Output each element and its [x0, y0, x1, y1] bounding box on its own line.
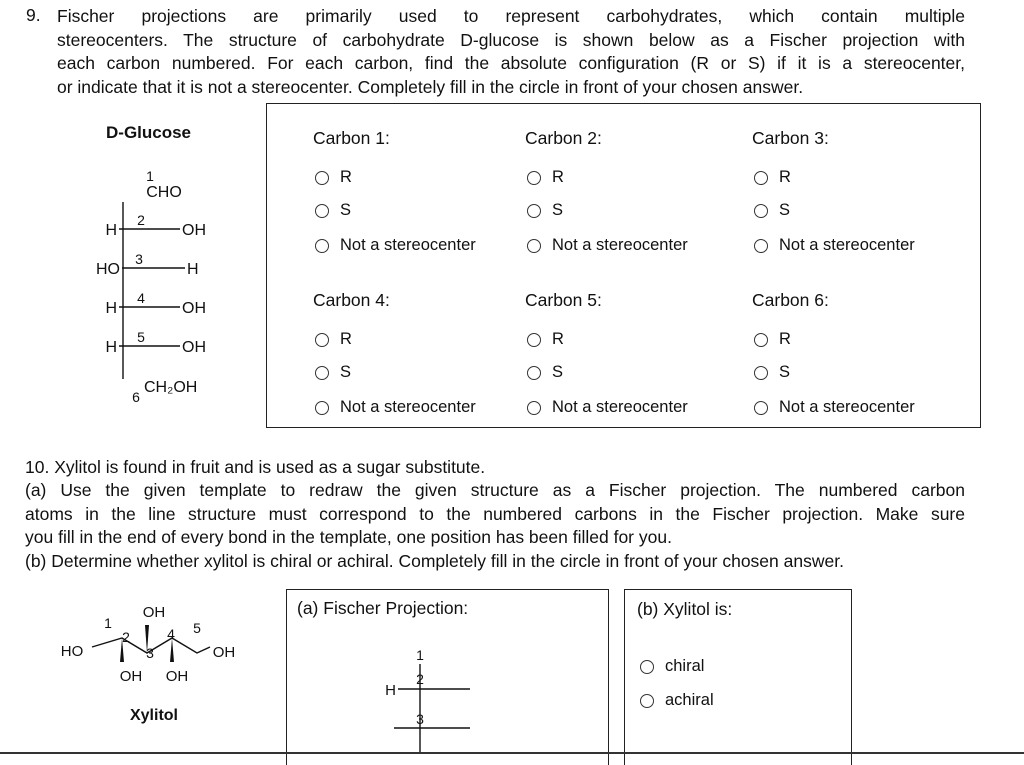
carbon-option-label: S	[340, 201, 352, 219]
radio-circle-icon[interactable]	[315, 171, 329, 185]
carbon-2-option-r[interactable]	[527, 168, 564, 187]
radio-circle-icon[interactable]	[315, 204, 329, 218]
radio-circle-icon[interactable]	[315, 366, 329, 380]
xylitol-number-1: 1	[104, 615, 112, 631]
question-9-number: 9.	[26, 5, 41, 25]
xylitol-oh-c5: OH	[212, 644, 236, 661]
q9-line-2: stereocenters. The structure of carbohydrate D-glucose is shown below as a Fischer projection with	[57, 29, 965, 50]
carbon-option-label: S	[779, 201, 791, 219]
carbon-5-option-s[interactable]	[527, 363, 563, 382]
q9-line-4: or indicate that it is not a stereocenter. Completely fill in the circle in front of your chosen answer.	[57, 76, 804, 97]
carbon-6-option-s[interactable]	[754, 363, 790, 382]
xylitol-ho-c1: HO	[60, 643, 84, 660]
chirality-title: (b) Xylitol is:	[637, 599, 733, 619]
xylitol-number-3: 3	[146, 645, 154, 661]
carbon-number-3: 3	[135, 251, 143, 267]
option-chiral-label: chiral	[665, 657, 705, 675]
q9-line-3: each carbon numbered. For each carbon, find the absolute configuration (R or S) if it is a stereocenter,	[57, 53, 965, 73]
radio-circle-icon[interactable]	[640, 694, 654, 708]
carbon-6-option-r[interactable]	[754, 330, 791, 349]
radio-circle-icon[interactable]	[754, 366, 768, 380]
q10-line-b: (b) Determine whether xylitol is chiral or achiral. Completely fill in the circle in front of your chosen answer.	[25, 550, 844, 571]
carbon-option-label: R	[779, 168, 791, 186]
carbon-number-1: 1	[146, 168, 154, 184]
radio-circle-icon[interactable]	[754, 401, 768, 415]
q10-line-a2: atoms in the line structure must correspond to the numbered carbons in the Fischer projection. Make sure	[25, 503, 965, 524]
carbon-4-option-r[interactable]	[315, 330, 352, 349]
carbon-1-label: Carbon 1:	[313, 128, 390, 148]
carbon-option-label: S	[552, 201, 564, 219]
left-group-c5: H	[105, 339, 117, 356]
radio-circle-icon[interactable]	[640, 660, 654, 674]
carbon-option-label: R	[340, 330, 352, 348]
option-achiral-label: achiral	[665, 691, 714, 709]
carbon-option-label: R	[779, 330, 791, 348]
carbon-option-label: Not a stereocenter	[779, 236, 915, 254]
left-group-c3: HO	[96, 261, 120, 278]
template-number-2: 2	[416, 671, 424, 687]
right-group-c4: OH	[182, 300, 206, 317]
right-group-c2: OH	[182, 222, 206, 239]
q9-line-1: Fischer projections are primarily used to represent carbohydrates, which contain multiple	[57, 6, 965, 26]
left-group-c4: H	[105, 300, 117, 317]
carbon-2-label: Carbon 2:	[525, 128, 602, 148]
radio-circle-icon[interactable]	[315, 333, 329, 347]
carbon-option-label: R	[552, 330, 564, 348]
top-group: CHO	[146, 184, 182, 201]
question-10-text	[25, 479, 965, 573]
fischer-template-title: (a) Fischer Projection:	[297, 598, 469, 618]
carbon-5-label: Carbon 5:	[525, 290, 602, 310]
carbon-4-option-s[interactable]	[315, 363, 351, 382]
carbon-3-option-r[interactable]	[754, 168, 791, 187]
xylitol-oh-c2: OH	[119, 668, 143, 685]
option-achiral[interactable]	[640, 691, 714, 710]
xylitol-number-2: 2	[122, 629, 130, 645]
radio-circle-icon[interactable]	[315, 401, 329, 415]
carbon-option-label: Not a stereocenter	[552, 236, 688, 254]
carbon-2-option-not-stereocenter[interactable]	[527, 236, 688, 255]
radio-circle-icon[interactable]	[527, 239, 541, 253]
right-group-c5: OH	[182, 339, 206, 356]
q10-line-a1: (a) Use the given template to redraw the given structure as a Fischer projection. The numbered carbon	[25, 480, 965, 500]
template-number-3: 3	[416, 711, 424, 727]
carbon-option-label: R	[552, 168, 564, 186]
carbon-6-label: Carbon 6:	[752, 290, 829, 310]
d-glucose-title: D-Glucose	[106, 123, 192, 142]
fischer-template-drawing[interactable]	[370, 644, 490, 754]
question-9-text	[57, 5, 965, 99]
left-group-c2: H	[105, 222, 117, 239]
carbon-3-option-s[interactable]	[754, 201, 790, 220]
carbon-5-option-not-stereocenter[interactable]	[527, 398, 688, 417]
xylitol-number-4: 4	[167, 626, 175, 642]
question-10-first-line: 10. Xylitol is found in fruit and is used as a sugar substitute.	[25, 457, 486, 477]
page-bottom-rule	[0, 752, 1024, 754]
carbon-number-4: 4	[137, 290, 145, 306]
carbon-number-2: 2	[137, 212, 145, 228]
q10-line-a3: you fill in the end of every bond in the template, one position has been filled for you.	[25, 527, 672, 547]
xylitol-oh-c3: OH	[142, 604, 166, 621]
carbon-6-option-not-stereocenter[interactable]	[754, 398, 915, 417]
carbon-3-label: Carbon 3:	[752, 128, 829, 148]
radio-circle-icon[interactable]	[527, 401, 541, 415]
carbon-option-label: R	[340, 168, 352, 186]
carbon-option-label: Not a stereocenter	[340, 236, 476, 254]
xylitol-line-structure	[50, 595, 280, 745]
right-group-c3: H	[187, 261, 199, 278]
carbon-option-label: Not a stereocenter	[340, 398, 476, 416]
carbon-answer-box	[266, 103, 981, 428]
radio-circle-icon[interactable]	[527, 366, 541, 380]
template-filled-h: H	[385, 682, 396, 699]
carbon-number-5: 5	[137, 329, 145, 345]
bottom-group: CH₂OH	[144, 379, 198, 396]
carbon-option-label: Not a stereocenter	[779, 398, 915, 416]
template-bonds	[394, 664, 470, 754]
radio-circle-icon[interactable]	[754, 204, 768, 218]
carbon-option-label: S	[552, 363, 564, 381]
radio-circle-icon[interactable]	[527, 171, 541, 185]
radio-circle-icon[interactable]	[754, 171, 768, 185]
carbon-number-6: 6	[132, 389, 140, 405]
carbon-1-option-r[interactable]	[315, 168, 352, 187]
fischer-bonds	[119, 202, 185, 379]
radio-circle-icon[interactable]	[754, 333, 768, 347]
carbon-5-option-r[interactable]	[527, 330, 564, 349]
radio-circle-icon[interactable]	[527, 204, 541, 218]
carbon-4-label: Carbon 4:	[313, 290, 390, 310]
carbon-option-label: Not a stereocenter	[552, 398, 688, 416]
radio-circle-icon[interactable]	[315, 239, 329, 253]
option-chiral[interactable]	[640, 657, 704, 676]
carbon-2-option-s[interactable]	[527, 201, 563, 220]
radio-circle-icon[interactable]	[527, 333, 541, 347]
xylitol-oh-c4: OH	[165, 668, 189, 685]
xylitol-number-5: 5	[193, 620, 201, 636]
carbon-option-label: S	[340, 363, 352, 381]
xylitol-name: Xylitol	[129, 707, 179, 724]
carbon-option-label: S	[779, 363, 791, 381]
carbon-4-option-not-stereocenter[interactable]	[315, 398, 476, 417]
carbon-1-option-s[interactable]	[315, 201, 351, 220]
radio-circle-icon[interactable]	[754, 239, 768, 253]
template-number-1: 1	[416, 647, 424, 663]
carbon-1-option-not-stereocenter[interactable]	[315, 236, 476, 255]
carbon-3-option-not-stereocenter[interactable]	[754, 236, 915, 255]
